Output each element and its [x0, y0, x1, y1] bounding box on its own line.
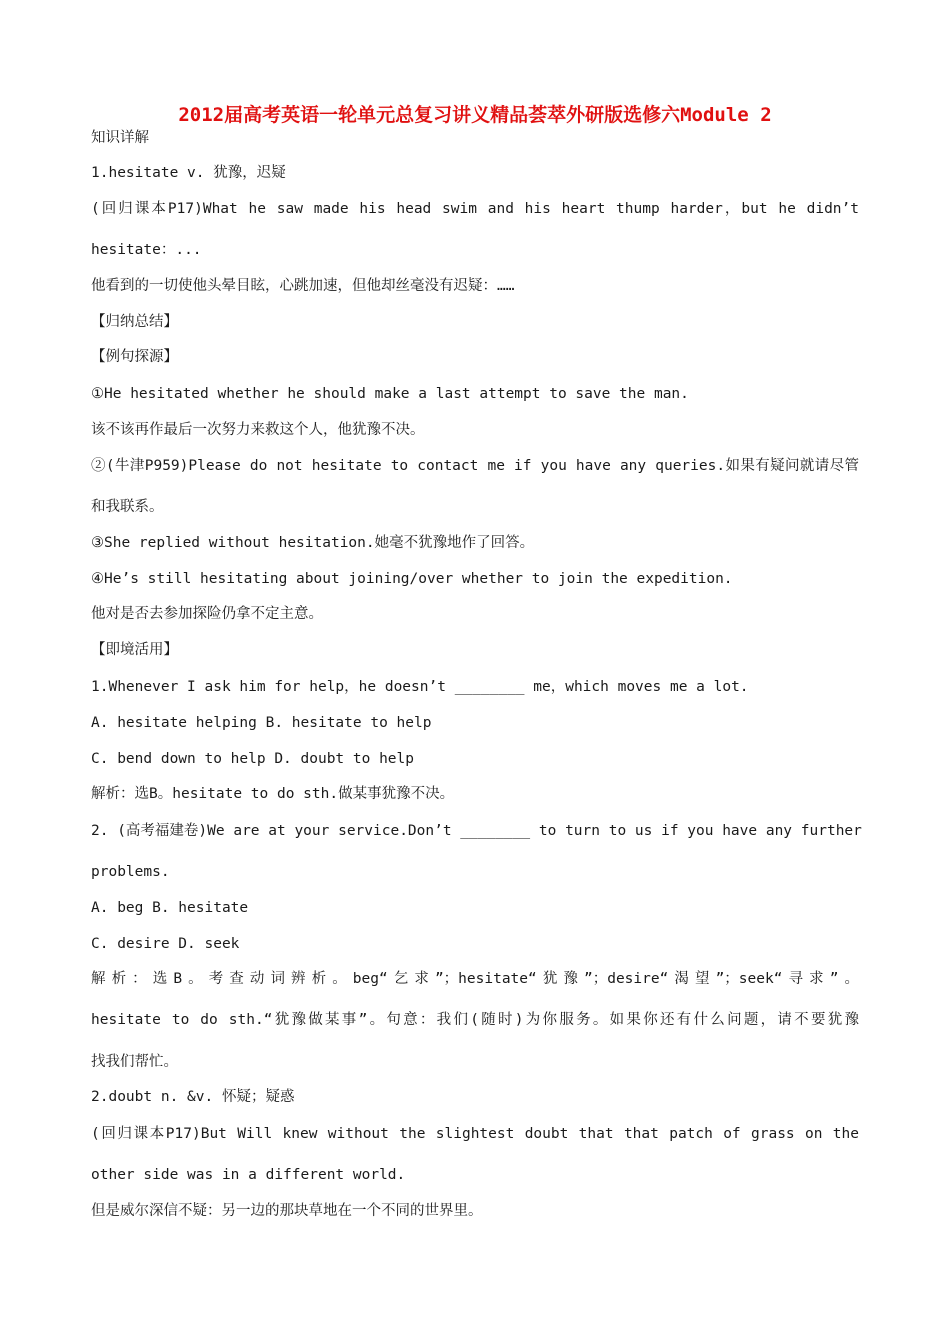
textbook-quote-doubt-translation: 但是威尔深信不疑：另一边的那块草地在一个不同的世界里。: [91, 1203, 483, 1219]
example-2-line-2: 和我联系。: [91, 499, 164, 515]
question-2-options-cd: C. desire D. seek: [91, 936, 240, 952]
document-title: 2012届高考英语一轮单元总复习讲义精品荟萃外研版选修六Module 2: [178, 104, 772, 126]
example-3: ③She replied without hesitation.她毫不犹豫地作了回答。: [91, 535, 535, 551]
textbook-quote-translation: 他看到的一切使他头晕目眩，心跳加速，但他却丝毫没有迟疑：……: [91, 278, 515, 294]
question-2-analysis-line-2: hesitate to do sth.“犹豫做某事”。句意：我们(随时)为你服务。如果你还有什么问题，请不要犹豫: [91, 1012, 859, 1028]
example-1-translation: 该不该再作最后一次努力来救这个人，他犹豫不决。: [91, 422, 425, 438]
question-2-analysis-line-3: 找我们帮忙。: [91, 1054, 178, 1070]
vocab-entry-hesitate: 1.hesitate v. 犹豫，迟疑: [91, 165, 286, 181]
question-2-analysis-line-1: 解析：选B。考查动词辨析。beg“乞求”；hesitate“犹豫”；desire“渴望”；seek“寻求”。: [91, 971, 859, 987]
example-1: ①He hesitated whether he should make a last attempt to save the man.: [91, 386, 689, 402]
practice-heading: 【即境活用】: [91, 642, 178, 658]
examples-heading: 【例句探源】: [91, 349, 178, 365]
question-1-analysis: 解析：选B。hesitate to do sth.做某事犹豫不决。: [91, 786, 455, 802]
question-2-line-2: problems.: [91, 864, 170, 880]
example-4: ④He’s still hesitating about joining/over whether to join the expedition.: [91, 571, 733, 587]
question-1-options-cd: C. bend down to help D. doubt to help: [91, 751, 415, 767]
textbook-quote-line-2: hesitate：...: [91, 242, 202, 258]
question-1-options-ab: A. hesitate helping B. hesitate to help: [91, 715, 432, 731]
summary-heading: 【归纳总结】: [91, 314, 178, 330]
example-4-translation: 他对是否去参加探险仍拿不定主意。: [91, 606, 323, 622]
section-heading-knowledge: 知识详解: [91, 130, 149, 146]
question-2-line-1: 2. (高考福建卷)We are at your service.Don’t ________ to turn to us if you have any further: [91, 823, 862, 839]
question-1: 1.Whenever I ask him for help，he doesn’t ________ me，which moves me a lot.: [91, 679, 749, 695]
question-2-options-ab: A. beg B. hesitate: [91, 900, 249, 916]
textbook-quote-line-1: (回归课本P17)What he saw made his head swim and his heart thump harder，but he didn’t: [91, 201, 859, 217]
textbook-quote-doubt-line-1: (回归课本P17)But Will knew without the slightest doubt that that patch of grass on the: [91, 1126, 859, 1142]
textbook-quote-doubt-line-2: other side was in a different world.: [91, 1167, 406, 1183]
vocab-entry-doubt: 2.doubt n. &v. 怀疑；疑惑: [91, 1089, 295, 1105]
example-2-line-1: ②(牛津P959)Please do not hesitate to contact me if you have any queries.如果有疑问就请尽管: [91, 458, 859, 474]
